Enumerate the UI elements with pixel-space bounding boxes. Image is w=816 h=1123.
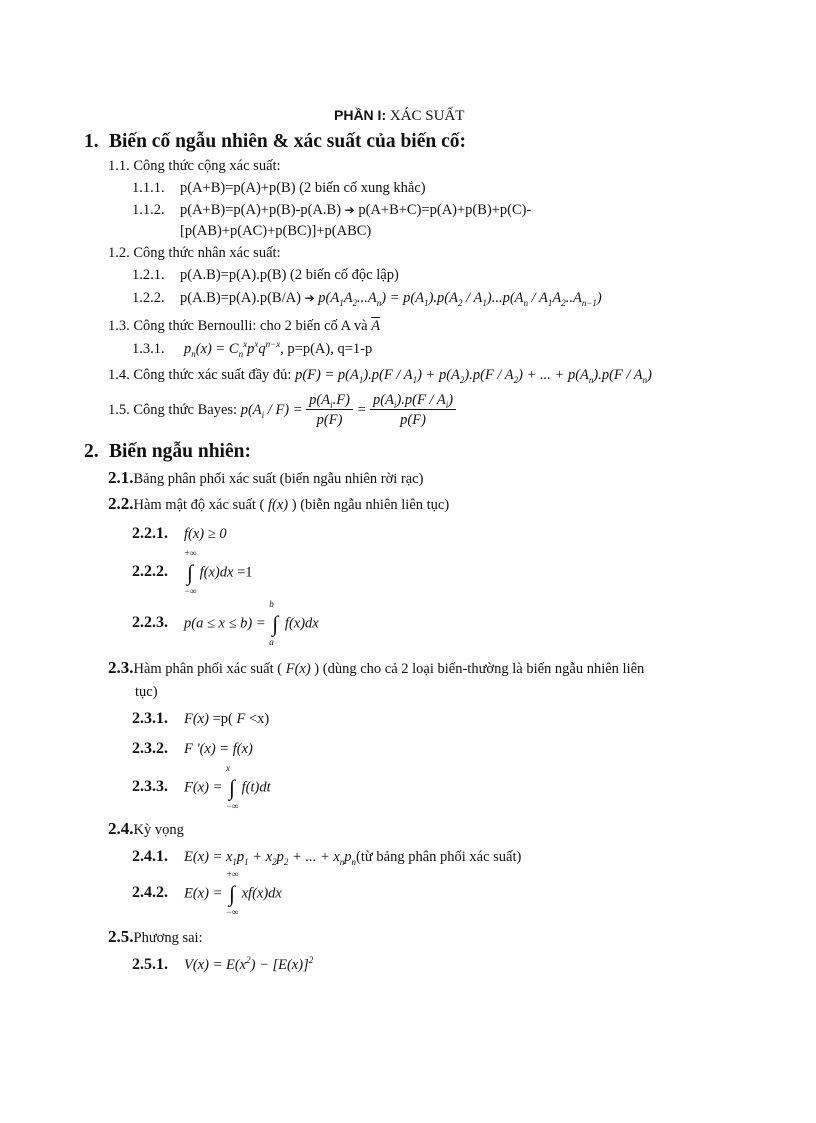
integrand: f(t)dt xyxy=(238,779,271,796)
cdf-definition-formula: F(x) =p( F <x) xyxy=(184,711,270,727)
integral-symbol: ∫ x −∞ xyxy=(226,763,239,811)
subsection-1-2: 1.2. Công thức nhân xác suất: xyxy=(108,245,281,261)
section-2-number: 2. xyxy=(84,441,99,462)
item-2-2-2 xyxy=(132,548,253,596)
section-1-heading xyxy=(84,130,466,154)
subsection-label: 1.5. Công thức Bayes: xyxy=(108,402,238,418)
item-2-3-2 xyxy=(132,740,253,758)
subsection-2-3 xyxy=(108,659,644,678)
section-2-title: Biến ngẫu nhiên: xyxy=(109,441,251,462)
interval-probability-formula: p(a ≤ x ≤ b) = xyxy=(184,615,270,632)
page-title xyxy=(334,106,464,125)
subsection-2-5 xyxy=(108,928,203,947)
arrow-right-icon: ➔ xyxy=(304,291,315,305)
subsection-number: 2.2. xyxy=(108,494,134,513)
item-number: 2.2.1. xyxy=(132,525,168,542)
item-1-1-2-cont: [p(AB)+p(AC)+p(BC)]+p(ABC) xyxy=(180,223,372,239)
subsection-text: Hàm mật độ xác suất ( xyxy=(133,497,265,513)
item-1-1-1 xyxy=(132,179,426,197)
item-text: p(A+B)=p(A)+p(B)-p(A.B) xyxy=(180,202,342,218)
item-2-4-1 xyxy=(132,848,521,866)
item-suffix: , p=p(A), q=1-p xyxy=(280,341,373,357)
item-number: 2.4.1. xyxy=(132,848,168,865)
part-title: XÁC SUẤT xyxy=(386,108,465,124)
item-number: 2.3.3. xyxy=(132,778,168,796)
subsection-2-1 xyxy=(108,469,423,488)
section-1-number: 1. xyxy=(84,131,99,152)
subsection-text: Kỳ vọng xyxy=(133,822,184,838)
cdf-derivative-formula: F '(x) = f(x) xyxy=(184,741,253,757)
subsection-2-3-cont: tục) xyxy=(135,684,158,700)
subsection-2-4 xyxy=(108,820,184,839)
item-2-3-1 xyxy=(132,710,269,728)
item-number: 2.2.3. xyxy=(132,614,168,632)
integrand: xf(x)dx xyxy=(238,885,282,902)
subsection-number: 2.4. xyxy=(108,819,134,838)
subsection-number: 2.3. xyxy=(108,658,134,677)
integral-symbol: ∫ +∞ −∞ xyxy=(184,548,197,596)
item-1-2-1 xyxy=(132,266,399,284)
item-text: p(A.B)=p(A).p(B/A) xyxy=(180,290,301,306)
item-number: 1.2.1. xyxy=(132,267,165,283)
item-2-5-1 xyxy=(132,956,313,974)
item-1-1-2 xyxy=(132,201,531,219)
item-number: 2.5.1. xyxy=(132,956,168,973)
subsection-1-1: 1.1. Công thức cộng xác suất: xyxy=(108,158,281,174)
item-2-4-2 xyxy=(132,869,282,917)
subsection-text-b: ) (biễn ngẫu nhiên liên tục) xyxy=(291,497,450,513)
item-number: 2.2.2. xyxy=(132,563,168,581)
item-text: p(A.B)=p(A).p(B) (2 biến cố độc lập) xyxy=(180,267,399,283)
expectation-discrete-formula: $E(x) = x_1p_1 + x_2p_2$ + ... + $x_np_n$ xyxy=(184,849,357,867)
subsection-1-4 xyxy=(108,366,652,384)
cdf-symbol: F(x) xyxy=(285,661,311,677)
subsection-number: 2.1. xyxy=(108,468,134,487)
bayes-formula: $p(A_i / F)$ = $\frac{p(A_i.F)}{p(F)}$ = $\frac{p(A_i).p(F / A_i)}{p(F)}$ xyxy=(241,402,456,418)
item-number: 2.4.2. xyxy=(132,884,168,902)
arrow-right-icon: ➔ xyxy=(344,203,355,217)
expectation-continuous-formula: E(x) = xyxy=(184,885,226,902)
subsection-label: 1.3. Công thức Bernoulli: cho 2 biến cố A và xyxy=(108,318,368,334)
subsection-text: Bảng phân phối xác suất (biến ngẫu nhiên rời rạc) xyxy=(133,471,424,487)
item-number: 1.1.1. xyxy=(132,180,165,196)
density-nonneg-formula: f(x) ≥ 0 xyxy=(184,526,227,542)
density-normalization-formula: f(x)dx =1 xyxy=(196,564,253,581)
item-number: 1.1.2. xyxy=(132,202,165,218)
total-probability-formula: $p(F) = p(A_1).p(F / A_1) + p(A_2).p(F / A_2)$ + ... + $p(A_n).p(F / A_n)$ xyxy=(295,367,652,385)
section-2-heading xyxy=(84,440,251,464)
integral-symbol: ∫ b a xyxy=(269,599,279,647)
item-number: 2.3.1. xyxy=(132,710,168,727)
subsection-text-b: ) (dùng cho cả 2 loại biến-thường là biến ngẫu nhiên liên xyxy=(314,661,645,677)
variance-formula: $V(x) = E(x^2) - [E(x)]^2$ xyxy=(184,955,314,973)
part-label: PHẦN I: xyxy=(334,107,387,123)
subsection-number: 2.5. xyxy=(108,927,134,946)
integral-symbol: ∫ +∞ −∞ xyxy=(226,869,239,917)
item-number: 1.3.1. xyxy=(132,341,165,357)
complement-event: $\overline{A}$ xyxy=(371,318,381,334)
cdf-integral-formula: F(x) = xyxy=(184,779,226,796)
subsection-text: Hàm phân phối xác suất ( xyxy=(133,661,283,677)
item-2-3-3 xyxy=(132,763,271,811)
subsection-2-2 xyxy=(108,495,449,514)
subsection-1-5 xyxy=(108,390,456,430)
density-symbol: f(x) xyxy=(268,497,289,513)
item-2-2-3 xyxy=(132,599,319,647)
subsection-1-3 xyxy=(108,317,380,335)
item-number: 1.2.2. xyxy=(132,290,165,306)
subsection-label: 1.4. Công thức xác suất đầy đủ: xyxy=(108,367,292,383)
subsection-text: Phương sai: xyxy=(133,930,203,946)
bernoulli-formula: $p_n(x) = C_n^xp^xq^{n-x}$ xyxy=(184,339,281,359)
chain-rule-formula: $p(A_1A_2...A_n) = p(A_1).p(A_2 / A_1)...p(A_n / A_1A_2..A_{n-1})$ xyxy=(318,290,602,308)
integrand: f(x)dx xyxy=(281,615,319,632)
item-number: 2.3.2. xyxy=(132,740,168,757)
item-text-b: p(A+B+C)=p(A)+p(B)+p(C)- xyxy=(358,202,532,218)
item-1-3-1 xyxy=(132,340,372,358)
item-1-2-2 xyxy=(132,289,602,307)
item-suffix: (từ bảng phân phối xác suất) xyxy=(356,849,522,865)
section-1-title: Biến cố ngẫu nhiên & xác suất của biến cố: xyxy=(109,131,466,152)
item-2-2-1 xyxy=(132,525,227,543)
item-text: p(A+B)=p(A)+p(B) (2 biến cố xung khắc) xyxy=(180,180,426,196)
